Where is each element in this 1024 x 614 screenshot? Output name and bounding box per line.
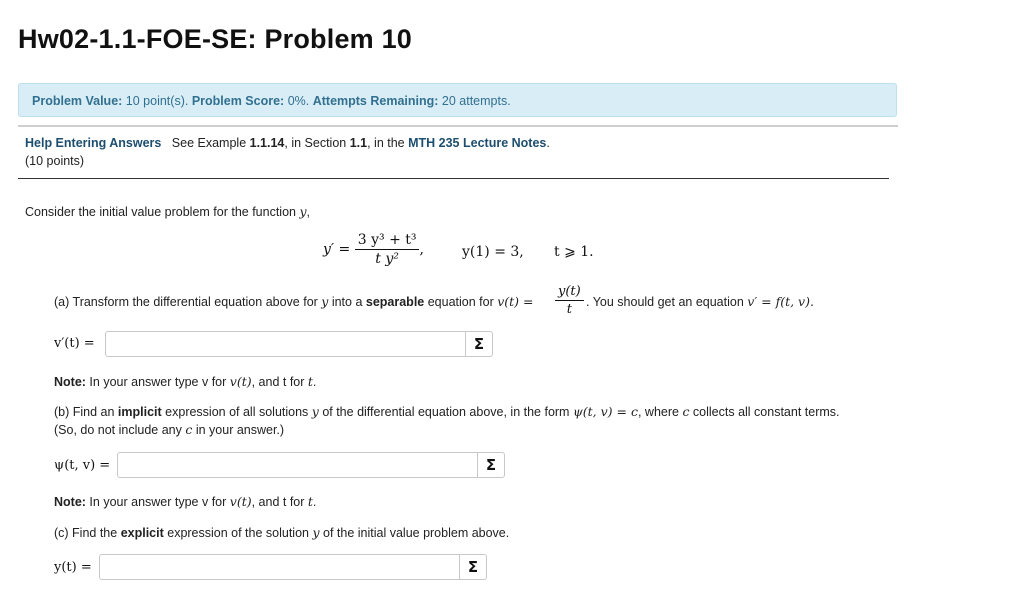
part-a-text: . You should get an equation: [586, 295, 748, 309]
part-b-text: , where: [637, 405, 683, 419]
equation-lhs: y′ =: [323, 241, 351, 258]
psi-form: ψ(t, v) = c: [572, 404, 638, 419]
implicit-bold: implicit: [117, 405, 162, 419]
equation-editor-icon[interactable]: Σ: [465, 332, 492, 356]
part-b-text: expression of all solutions: [161, 405, 312, 419]
part-c-text: (c) Find the: [54, 526, 121, 540]
domain-condition: t ⩾ 1.: [554, 244, 594, 260]
equation-editor-icon[interactable]: Σ: [459, 555, 486, 579]
v-fraction: [555, 284, 584, 317]
equation-editor-icon[interactable]: Σ: [477, 453, 504, 477]
var-y: y: [299, 204, 307, 219]
note-text: In your answer type v for: [85, 375, 230, 389]
lecture-notes-link[interactable]: MTH 235 Lecture Notes: [408, 136, 547, 150]
example-number: 1.1.14: [249, 136, 285, 150]
equation-comma: ,: [419, 241, 424, 258]
separable-bold: separable: [365, 295, 425, 309]
var-y: y: [321, 294, 329, 309]
v-fraction-numerator: y(t): [555, 284, 584, 301]
equation-numerator: 3 y³ + t³: [355, 232, 420, 250]
help-line: [25, 136, 550, 150]
part-b-text: collects all constant terms.: [689, 405, 840, 419]
part-b-text: of the differential equation above, in the form: [318, 405, 573, 419]
problem-value-label: Problem Value:: [32, 94, 123, 108]
section-number: 1.1: [349, 136, 368, 150]
intro-sentence: Consider the initial value problem for the function: [25, 205, 300, 219]
var-y: y: [311, 404, 319, 419]
note-v: v(t): [229, 374, 252, 389]
help-text: See Example: [171, 136, 250, 150]
var-c: c: [185, 422, 193, 437]
note-text: , and t for: [251, 495, 308, 509]
divider: [18, 125, 898, 127]
page-title: Hw02-1.1-FOE-SE: Problem 10: [18, 24, 413, 54]
equation-fraction: [355, 232, 420, 267]
divider: [18, 178, 889, 179]
problem-value: 10 point(s).: [125, 94, 189, 108]
help-text: , in the: [367, 136, 409, 150]
part-a-text: equation for: [424, 295, 498, 309]
help-entering-answers-link[interactable]: Help Entering Answers: [25, 136, 162, 150]
part-a-prompt: [54, 294, 534, 309]
note-text: .: [312, 495, 317, 509]
answer-a-input[interactable]: [105, 331, 493, 357]
note-t: t: [307, 374, 313, 389]
problem-info-bar: [18, 83, 897, 117]
note-text: .: [312, 375, 317, 389]
part-a-text: (a) Transform the differential equation above for: [54, 295, 322, 309]
points-label: (10 points): [25, 154, 85, 168]
v-fraction-denominator: t: [566, 302, 572, 317]
answer-b-input[interactable]: [117, 452, 505, 478]
explicit-bold: explicit: [120, 526, 164, 540]
var-y: y: [312, 525, 320, 540]
note-b: [54, 494, 316, 509]
note-text: In your answer type v for: [85, 495, 230, 509]
equation-denominator: t y²: [375, 251, 399, 267]
intro-end: ,: [306, 205, 311, 219]
part-c-prompt: [54, 525, 509, 540]
help-text: .: [546, 136, 550, 150]
target-equation: v′ = f(t, v).: [747, 294, 814, 309]
differential-equation: [323, 232, 424, 267]
attempts-remaining-label: Attempts Remaining:: [312, 94, 439, 108]
answer-b-label: ψ(t, v) =: [54, 458, 111, 473]
part-b-text: in your answer.): [192, 423, 285, 437]
part-b-text: (b) Find an: [54, 405, 118, 419]
answer-c-label: y(t) =: [54, 560, 92, 575]
note-label: Note:: [54, 495, 86, 509]
part-a-tail: [586, 294, 814, 309]
part-b-prompt: [54, 404, 840, 419]
answer-c-input[interactable]: [99, 554, 487, 580]
initial-condition: y(1) = 3,: [462, 244, 524, 260]
var-c: c: [682, 404, 690, 419]
note-t: t: [307, 494, 313, 509]
v-definition: v(t) =: [497, 294, 534, 309]
part-c-text: of the initial value problem above.: [319, 526, 510, 540]
part-c-text: expression of the solution: [163, 526, 313, 540]
problem-score-label: Problem Score:: [191, 94, 285, 108]
note-text: , and t for: [251, 375, 308, 389]
note-v: v(t): [229, 494, 252, 509]
answer-a-label: v′(t) =: [54, 336, 95, 351]
problem-score: 0%.: [287, 94, 310, 108]
part-a-text: into a: [328, 295, 366, 309]
part-b-text: (So, do not include any: [54, 423, 186, 437]
note-label: Note:: [54, 375, 86, 389]
attempts-remaining: 20 attempts.: [441, 94, 511, 108]
intro-text: [25, 204, 310, 219]
help-text: , in Section: [284, 136, 350, 150]
note-a: [54, 374, 316, 389]
part-b-line2: [54, 422, 284, 437]
